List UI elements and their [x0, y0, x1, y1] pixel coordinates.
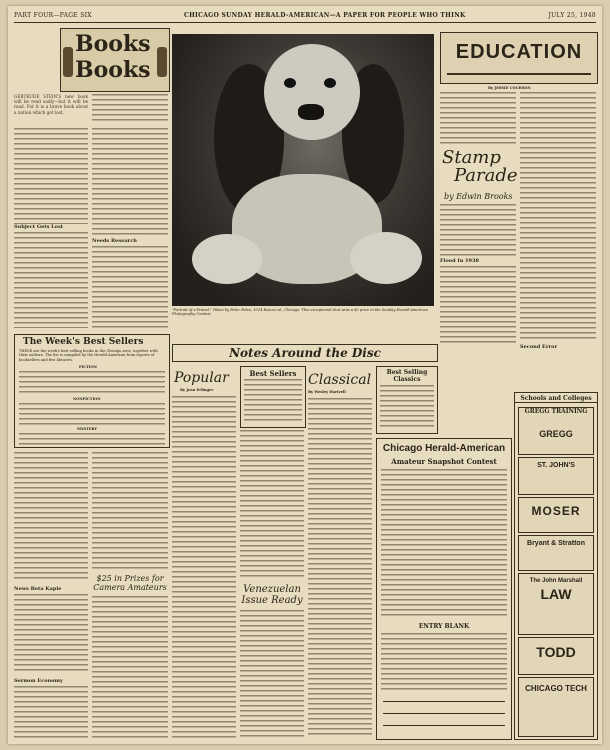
- entry-line-3: [383, 725, 505, 726]
- books-col1-text: [14, 128, 88, 224]
- venezuelan-title: Venezuelan Issue Ready: [241, 584, 303, 606]
- todd-ad: [518, 637, 594, 675]
- education-text-b: [520, 92, 596, 342]
- entry-line-2: [383, 713, 505, 714]
- lower-col1-text-b: [14, 594, 88, 674]
- mystery-label: MYSTERY: [77, 427, 97, 431]
- books-col2-text: [92, 94, 168, 124]
- books-col2-text-b: [92, 128, 168, 236]
- education-logo: [440, 32, 598, 84]
- pop-best-sellers-list: [244, 379, 302, 423]
- dog-eye-right: [324, 78, 336, 88]
- weeks-best-sellers-title: The Week's Best Sellers: [23, 337, 144, 347]
- sermon-subhead: Sermon Economy: [14, 678, 63, 684]
- books-col1-text-b: [14, 232, 88, 328]
- snapshot-subtitle: Amateur Snapshot Contest: [391, 457, 497, 466]
- nonfiction-list: [19, 403, 165, 425]
- stamp-text-b: [440, 266, 516, 344]
- schools-ads-column: [514, 392, 598, 740]
- dog-paw-right: [350, 232, 422, 284]
- popular-text: [172, 396, 236, 738]
- books-subhead-1: Subject Gets Lost: [14, 224, 64, 230]
- classics-box: [376, 366, 438, 434]
- classics-title: Best Selling Classics: [386, 369, 428, 383]
- dog-eye-left: [284, 78, 296, 88]
- stamp-title-2: Parade: [454, 165, 518, 186]
- st-johns-text: ST. JOHN'S: [537, 462, 575, 469]
- classics-list: [380, 385, 434, 429]
- photo-caption: "Portrait of a Friend." Taken by Peter Feleo, 1014 Roscoe st., Chicago. This exceptional shot wins a $5 prize in the Sunday Herald-American Photography Contest.: [172, 308, 428, 317]
- classical-title: Classical: [308, 372, 372, 388]
- pop-best-sellers-title: Best Sellers: [249, 369, 297, 378]
- stamp-text-a: [440, 204, 516, 256]
- gregg-training-ad: [518, 407, 594, 455]
- classical-byline: By Wesley Hartzell: [308, 390, 346, 394]
- gregg-training-text: GREGG TRAINING: [524, 408, 588, 415]
- mystery-list: [19, 433, 165, 445]
- entry-blank-text: [381, 633, 507, 693]
- classical-text: [308, 398, 372, 738]
- page-header: [14, 10, 596, 23]
- popular-title: Popular: [174, 370, 229, 386]
- venezuelan-text: [240, 610, 304, 738]
- lower-col1-text-c: [14, 686, 88, 738]
- dog-head: [264, 44, 360, 140]
- chicago-tech-ad: [518, 677, 594, 737]
- books-subhead-2: Needs Research: [92, 238, 137, 244]
- fiction-list: [19, 371, 165, 395]
- disc-title: Notes Around the Disc: [229, 346, 381, 360]
- st-johns-ad: [518, 457, 594, 495]
- education-byline: By JESSIE COURSON: [488, 86, 531, 90]
- books-title-2: Books: [75, 57, 151, 83]
- snapshot-contest-box: [376, 438, 512, 740]
- bookend-left-icon: [63, 47, 73, 77]
- john-marshall-ad: [518, 573, 594, 635]
- gregg-logo-text: GREGG: [539, 429, 573, 439]
- disc-banner: [172, 344, 438, 362]
- bookend-right-icon: [157, 47, 167, 77]
- stamp-subhead-2: Second Error: [520, 344, 558, 350]
- entry-line-1: [383, 701, 505, 702]
- stamp-title-1: Stamp: [442, 147, 501, 168]
- education-title: EDUCATION: [455, 41, 583, 63]
- education-text-a: [440, 92, 516, 146]
- lower-col2-text: [92, 452, 168, 570]
- books-col2-text-c: [92, 246, 168, 328]
- disc-col2-text: [240, 430, 304, 578]
- weeks-best-sellers-box: [14, 334, 170, 448]
- bryant-stratton-ad: [518, 535, 594, 571]
- newspaper-page: [8, 6, 602, 744]
- dog-photo: [172, 34, 434, 306]
- nonfiction-label: NONFICTION: [73, 397, 101, 401]
- bryant-stratton-text: Bryant & Stratton: [527, 540, 585, 547]
- entry-blank-label: ENTRY BLANK: [418, 623, 470, 630]
- books-title-1: Books: [75, 31, 151, 57]
- dog-nose: [298, 104, 324, 120]
- books-logo: [60, 28, 170, 92]
- stamp-byline: by Edwin Brooks: [444, 192, 513, 201]
- snapshot-rules: [381, 469, 507, 619]
- john-marshall-text: The John Marshall: [529, 578, 583, 584]
- fiction-label: FICTION: [79, 365, 97, 369]
- moser-ad: [518, 497, 594, 533]
- schools-title: Schools and Colleges: [515, 395, 597, 403]
- lower-col2-text-b: [92, 596, 168, 738]
- education-rule: [447, 73, 591, 75]
- header-left: PART FOUR—PAGE SIX: [14, 12, 92, 19]
- popular-byline: By Jean Erlinger: [180, 388, 214, 392]
- chicago-tech-text: CHICAGO TECH: [525, 684, 587, 693]
- moser-text: MOSER: [531, 504, 581, 518]
- header-center: CHICAGO SUNDAY HERALD-AMERICAN—A PAPER FOR PEOPLE WHO THINK: [184, 12, 466, 19]
- news-beta-subhead: News Beta Kaple: [14, 586, 62, 592]
- snapshot-title: Chicago Herald-American: [382, 443, 506, 454]
- pop-best-sellers-box: [240, 366, 306, 428]
- stamp-subhead-1: Flood In 1938: [440, 258, 479, 264]
- john-marshall-law: LAW: [540, 586, 572, 602]
- todd-text: TODD: [536, 644, 576, 660]
- camera-prize-title: $25 in Prizes for Camera Amateurs: [93, 574, 167, 592]
- header-right: JULY 25, 1948: [548, 12, 596, 19]
- lower-col1-text: [14, 452, 88, 582]
- weeks-best-sellers-intro: THESE are the week's best selling books in the Chicago area, together with their authors. The list is compiled by the Herald-American from reports of booksellers and five libraries.: [19, 349, 158, 362]
- books-intro: GERTRUDE STEIN'S new book will be read sadly—but it will be read. For it is a brave book about a nation which got lost.: [14, 94, 88, 115]
- dog-paw-left: [192, 234, 262, 284]
